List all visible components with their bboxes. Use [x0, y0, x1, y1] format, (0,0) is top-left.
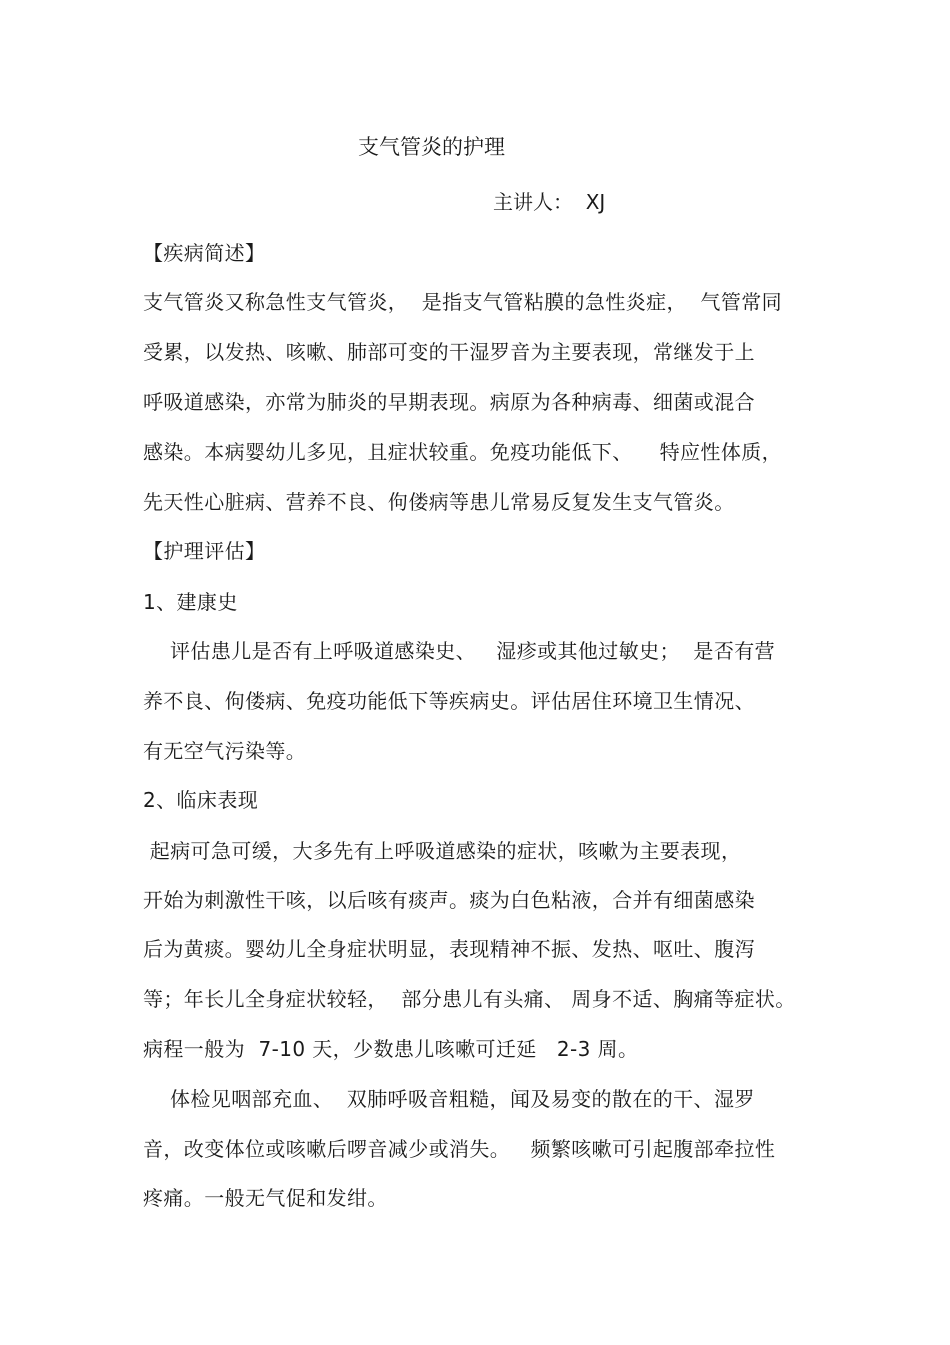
paragraph-line: 有无空气污染等。 — [143, 739, 307, 763]
paragraph-line: 先天性心脏病、营养不良、佝偻病等患儿常易反复发生支气管炎。 — [143, 490, 735, 514]
section-heading-disease: 【疾病简述】 — [143, 241, 266, 265]
paragraph-line: 感染。本病婴幼儿多见，且症状较重。免疫功能低下、 特应性体质， — [143, 440, 783, 464]
paragraph-line: 受累，以发热、咳嗽、肺部可变的干湿罗音为主要表现，常继发于上 — [143, 340, 755, 364]
paragraph-line: 体检见咽部充血、 双肺呼吸音粗糙，闻及易变的散在的干、湿罗 — [143, 1087, 755, 1111]
paragraph-line: 开始为刺激性干咳，以后咳有痰声。痰为白色粘液，合并有细菌感染 — [143, 888, 755, 912]
subsection-title-history: 1、建康史 — [143, 590, 238, 614]
paragraph-line: 后为黄痰。婴幼儿全身症状明显，表现精神不振、发热、呕吐、腹泻 — [143, 937, 755, 961]
section-heading-assessment: 【护理评估】 — [143, 539, 266, 563]
paragraph-line: 起病可急可缓，大多先有上呼吸道感染的症状，咳嗽为主要表现， — [143, 839, 742, 863]
page-title: 支气管炎的护理 — [358, 135, 505, 159]
paragraph-line: 支气管炎又称急性支气管炎， 是指支气管粘膜的急性炎症， 气管常同 — [143, 290, 783, 314]
paragraph-line: 等；年长儿全身症状较轻， 部分患儿有头痛、 周身不适、胸痛等症状。 — [143, 987, 796, 1011]
subsection-title-clinical: 2、临床表现 — [143, 788, 259, 812]
paragraph-line: 音，改变体位或咳嗽后啰音减少或消失。 频繁咳嗽可引起腹部牵拉性 — [143, 1137, 776, 1161]
paragraph-line: 评估患儿是否有上呼吸道感染史、 湿疹或其他过敏史； 是否有营 — [143, 639, 776, 663]
paragraph-line: 病程一般为 7-10 天，少数患儿咳嗽可迁延 2-3 周。 — [143, 1037, 639, 1061]
paragraph-line: 呼吸道感染，亦常为肺炎的早期表现。病原为各种病毒、细菌或混合 — [143, 390, 755, 414]
speaker-line: 主讲人： XJ — [493, 190, 606, 214]
paragraph-line: 养不良、佝偻病、免疫功能低下等疾病史。评估居住环境卫生情况、 — [143, 689, 755, 713]
paragraph-line: 疼痛。一般无气促和发绀。 — [143, 1186, 388, 1210]
